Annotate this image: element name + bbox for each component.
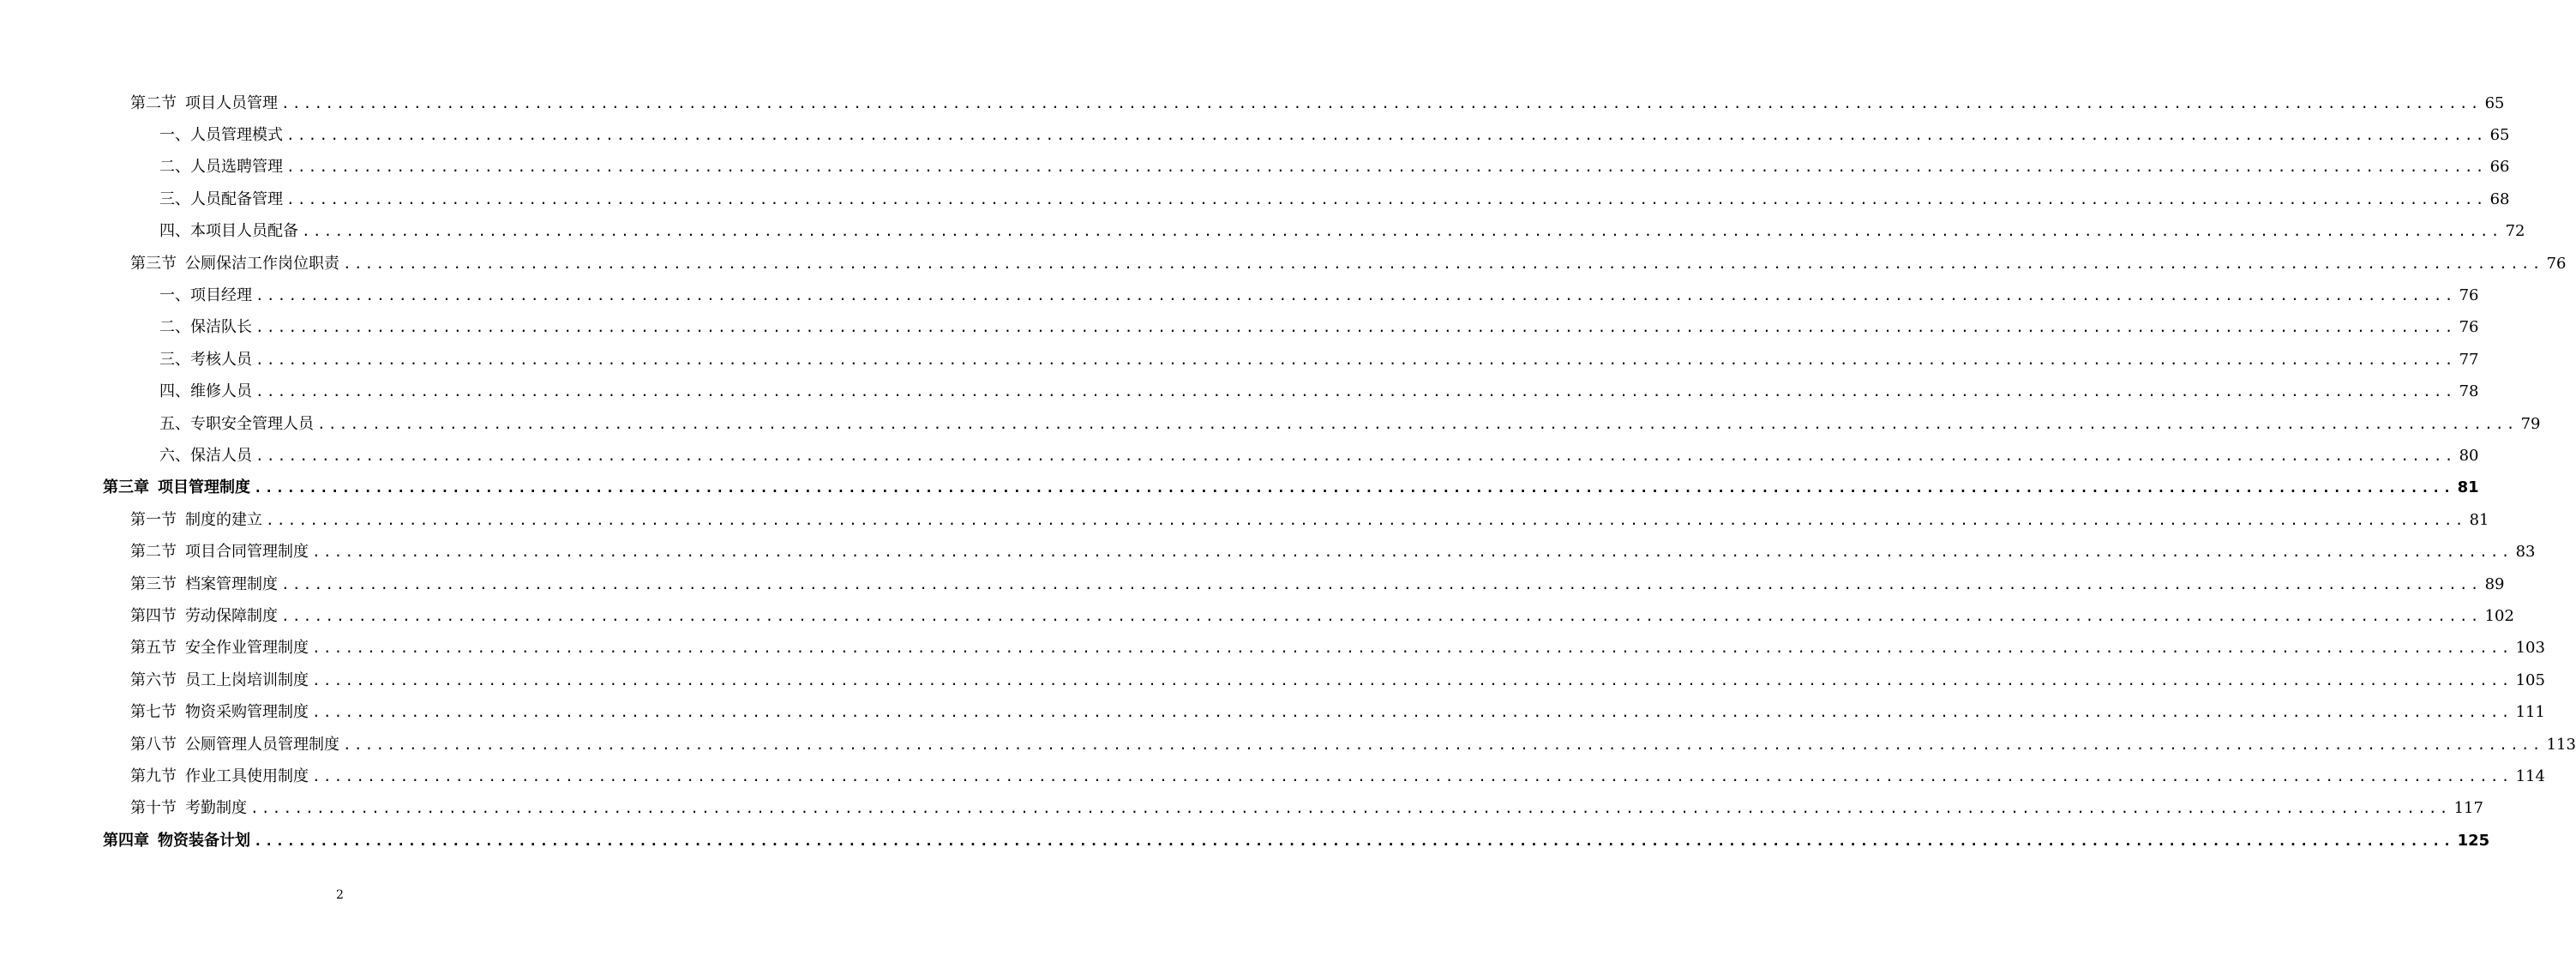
toc-leader-dots: ........................................................................................................................................................................................................ — [255, 447, 2456, 464]
toc-entry-label — [130, 796, 247, 818]
toc-entry[interactable] — [0, 598, 2514, 630]
toc-entry-number: 第三章 — [103, 478, 149, 497]
toc-entry-label — [130, 668, 309, 690]
toc-entry-page: 89 — [2484, 574, 2505, 593]
toc-entry[interactable] — [0, 438, 2479, 470]
toc-entry-page: 114 — [2515, 767, 2545, 785]
toc-entry-number: 一、 — [159, 286, 190, 305]
toc-entry-page: 105 — [2515, 670, 2545, 689]
toc-entry-number: 第六节 — [130, 670, 177, 689]
toc-leader-dots: ........................................................................................................................................................................................................ — [312, 704, 2513, 721]
toc-leader-dots: ........................................................................................................................................................................................................ — [317, 415, 2518, 432]
toc-entry-page: 76 — [2459, 318, 2479, 337]
toc-leader-dots: ........................................................................................................................................................................................................ — [286, 127, 2487, 144]
toc-entry-line — [159, 283, 2479, 305]
toc-entry-label — [159, 283, 252, 305]
toc-entry-line — [130, 732, 2576, 755]
toc-entry-label — [130, 700, 309, 722]
toc-entry-number: 第七节 — [130, 703, 177, 722]
toc-entry-title: 物资装备计划 — [158, 831, 250, 850]
toc-leader-dots: ........................................................................................................................................................................................................ — [286, 190, 2487, 207]
toc-leader-dots: ........................................................................................................................................................................................................ — [312, 767, 2513, 785]
toc-entry[interactable] — [0, 310, 2479, 342]
toc-entry-line — [159, 219, 2525, 241]
toc-entry-number: 一、 — [159, 126, 190, 145]
toc-entry-page: 113 — [2546, 735, 2576, 754]
toc-entry-title: 考勤制度 — [185, 799, 247, 818]
toc-entry[interactable] — [0, 406, 2541, 438]
toc-entry-label — [159, 154, 283, 177]
toc-leader-dots: ........................................................................................................................................................................................................ — [312, 544, 2513, 561]
toc-entry-page: 125 — [2457, 831, 2490, 850]
toc-entry-line — [130, 764, 2545, 786]
toc-entry-number: 第五节 — [130, 639, 177, 658]
toc-leader-dots: ........................................................................................................................................................................................................ — [312, 671, 2513, 688]
toc-leader-dots: ........................................................................................................................................................................................................ — [281, 94, 2482, 111]
toc-entry-label — [103, 828, 250, 851]
toc-entry-page: 80 — [2459, 446, 2479, 465]
toc-entry-line — [130, 700, 2545, 722]
toc-entry[interactable] — [0, 502, 2489, 534]
toc-entry-page: 72 — [2505, 222, 2525, 241]
toc-entry-title: 专职安全管理人员 — [190, 414, 314, 433]
toc-leader-dots: ........................................................................................................................................................................................................ — [255, 319, 2456, 336]
toc-entry-label — [159, 219, 298, 241]
toc-entry[interactable] — [0, 823, 2490, 855]
toc-entry-label — [130, 572, 278, 594]
toc-leader-dots: ........................................................................................................................................................................................................ — [312, 640, 2513, 657]
toc-entry-line — [130, 796, 2483, 818]
toc-entry-number: 二、 — [159, 158, 190, 177]
toc-entry-title: 物资采购管理制度 — [185, 703, 309, 722]
toc-leader-dots: ........................................................................................................................................................................................................ — [286, 159, 2487, 176]
toc-entry-number: 四、 — [159, 382, 190, 401]
toc-entry-number: 四、 — [159, 222, 190, 241]
toc-entry-title: 项目合同管理制度 — [185, 543, 309, 562]
toc-entry-label — [130, 251, 339, 274]
toc-entry[interactable] — [0, 567, 2505, 598]
toc-entry-line — [159, 443, 2479, 466]
toc-entry[interactable] — [0, 150, 2510, 182]
toc-entry[interactable] — [0, 214, 2525, 246]
toc-entry-label — [159, 443, 252, 466]
toc-entry-page: 78 — [2459, 382, 2479, 401]
toc-entry-label — [130, 635, 309, 658]
toc-entry[interactable] — [0, 182, 2510, 213]
toc-entry-page: 68 — [2489, 189, 2510, 208]
toc-entry-page: 117 — [2453, 799, 2483, 818]
toc-entry-label — [159, 379, 252, 401]
toc-entry-page: 65 — [2489, 126, 2510, 145]
toc-leader-dots: ........................................................................................................................................................................................................ — [254, 479, 2454, 496]
toc-entry-number: 第四章 — [103, 831, 149, 850]
table-of-contents — [0, 86, 2576, 855]
toc-entry-line — [159, 315, 2479, 337]
toc-leader-dots: ........................................................................................................................................................................................................ — [255, 287, 2456, 304]
toc-leader-dots: ........................................................................................................................................................................................................ — [281, 607, 2482, 624]
toc-leader-dots: ........................................................................................................................................................................................................ — [254, 832, 2454, 849]
toc-leader-dots: ........................................................................................................................................................................................................ — [250, 800, 2451, 817]
toc-entry[interactable] — [0, 375, 2479, 406]
toc-entry-label — [130, 539, 309, 562]
toc-entry-page: 81 — [2457, 478, 2479, 497]
toc-entry-line — [130, 91, 2505, 113]
toc-entry-label — [130, 91, 278, 113]
toc-entry[interactable] — [0, 278, 2479, 310]
toc-entry-line — [159, 347, 2479, 370]
toc-entry-number: 第三节 — [130, 254, 177, 273]
toc-entry[interactable] — [0, 246, 2567, 278]
toc-entry[interactable] — [0, 663, 2545, 694]
toc-entry[interactable] — [0, 342, 2479, 374]
toc-entry-title: 人员管理模式 — [190, 126, 283, 145]
toc-entry-line — [159, 187, 2510, 209]
toc-entry-page: 77 — [2459, 350, 2479, 369]
toc-entry-label — [159, 123, 283, 145]
toc-entry-line — [159, 123, 2510, 145]
page-number: 2 — [336, 888, 344, 902]
toc-entry-page: 65 — [2484, 93, 2505, 112]
toc-entry-page: 81 — [2469, 510, 2489, 529]
toc-entry-number: 第八节 — [130, 735, 177, 754]
toc-entry-title: 人员配备管理 — [190, 189, 283, 208]
toc-entry-page: 76 — [2459, 286, 2479, 305]
toc-entry-number: 第四节 — [130, 606, 177, 625]
toc-entry-label — [130, 764, 309, 786]
toc-entry-title: 项目管理制度 — [158, 478, 250, 497]
toc-entry-title: 保洁队长 — [190, 318, 252, 337]
toc-entry-title: 保洁人员 — [190, 446, 252, 465]
toc-entry-line — [130, 508, 2489, 530]
toc-entry[interactable] — [0, 534, 2536, 566]
toc-entry-title: 人员选聘管理 — [190, 158, 283, 177]
toc-entry-line — [130, 604, 2514, 626]
toc-leader-dots: ........................................................................................................................................................................................................ — [343, 736, 2543, 753]
toc-entry-label — [103, 475, 250, 497]
toc-entry-number: 二、 — [159, 318, 190, 337]
toc-entry-line — [130, 539, 2536, 562]
toc-entry-title: 维修人员 — [190, 382, 252, 401]
toc-entry-title: 考核人员 — [190, 350, 252, 369]
toc-entry-line — [159, 379, 2479, 401]
toc-entry[interactable] — [0, 759, 2545, 791]
toc-entry-line — [130, 251, 2567, 274]
toc-entry-label — [159, 187, 283, 209]
toc-entry-line — [130, 572, 2505, 594]
toc-entry-title: 制度的建立 — [185, 510, 262, 529]
toc-entry[interactable] — [0, 471, 2479, 502]
toc-entry-number: 第九节 — [130, 767, 177, 785]
toc-entry-label — [159, 412, 314, 434]
toc-entry-label — [159, 347, 252, 370]
toc-entry-title: 本项目人员配备 — [190, 222, 298, 241]
toc-entry-line — [103, 475, 2479, 497]
toc-entry-number: 第二节 — [130, 93, 177, 112]
toc-entry-page: 103 — [2515, 639, 2545, 658]
toc-entry-number: 三、 — [159, 189, 190, 208]
toc-entry[interactable] — [0, 791, 2483, 823]
toc-entry-line — [130, 635, 2545, 658]
toc-entry-title: 劳动保障制度 — [185, 606, 278, 625]
toc-entry-number: 第三节 — [130, 574, 177, 593]
toc-entry-number: 六、 — [159, 446, 190, 465]
toc-leader-dots: ........................................................................................................................................................................................................ — [266, 511, 2466, 528]
toc-entry[interactable] — [0, 117, 2510, 149]
toc-entry-title: 安全作业管理制度 — [185, 639, 309, 658]
toc-entry-line — [159, 154, 2510, 177]
toc-entry-page: 102 — [2484, 606, 2514, 625]
toc-leader-dots: ........................................................................................................................................................................................................ — [255, 383, 2456, 400]
toc-entry-label — [130, 604, 278, 626]
toc-leader-dots: ........................................................................................................................................................................................................ — [343, 255, 2543, 272]
toc-entry-label — [159, 315, 252, 337]
toc-entry-line — [159, 412, 2541, 434]
toc-entry-title: 公厕管理人员管理制度 — [185, 735, 339, 754]
toc-entry-label — [130, 732, 339, 755]
toc-leader-dots: ........................................................................................................................................................................................................ — [281, 575, 2482, 592]
toc-entry-title: 档案管理制度 — [185, 574, 278, 593]
toc-entry-number: 五、 — [159, 414, 190, 433]
toc-entry-title: 公厕保洁工作岗位职责 — [185, 254, 339, 273]
toc-entry[interactable] — [0, 694, 2545, 726]
toc-entry-title: 员工上岗培训制度 — [185, 670, 309, 689]
toc-entry-title: 项目人员管理 — [185, 93, 278, 112]
toc-leader-dots: ........................................................................................................................................................................................................ — [302, 223, 2502, 240]
toc-entry-line — [103, 828, 2490, 851]
toc-entry-title: 项目经理 — [190, 286, 252, 305]
toc-entry-label — [130, 508, 262, 530]
toc-entry-page: 76 — [2546, 254, 2567, 273]
toc-entry-page: 111 — [2515, 703, 2545, 722]
toc-leader-dots: ........................................................................................................................................................................................................ — [255, 351, 2456, 368]
toc-entry-number: 第一节 — [130, 510, 177, 529]
toc-entry-page: 79 — [2520, 414, 2541, 433]
toc-entry-page: 66 — [2489, 158, 2510, 177]
toc-entry[interactable] — [0, 86, 2505, 117]
toc-entry-number: 第二节 — [130, 543, 177, 562]
toc-entry-page: 83 — [2515, 543, 2536, 562]
toc-entry-number: 三、 — [159, 350, 190, 369]
toc-entry[interactable] — [0, 631, 2545, 663]
toc-entry-number: 第十节 — [130, 799, 177, 818]
toc-entry-title: 作业工具使用制度 — [185, 767, 309, 785]
toc-entry[interactable] — [0, 727, 2576, 759]
toc-entry-line — [130, 668, 2545, 690]
